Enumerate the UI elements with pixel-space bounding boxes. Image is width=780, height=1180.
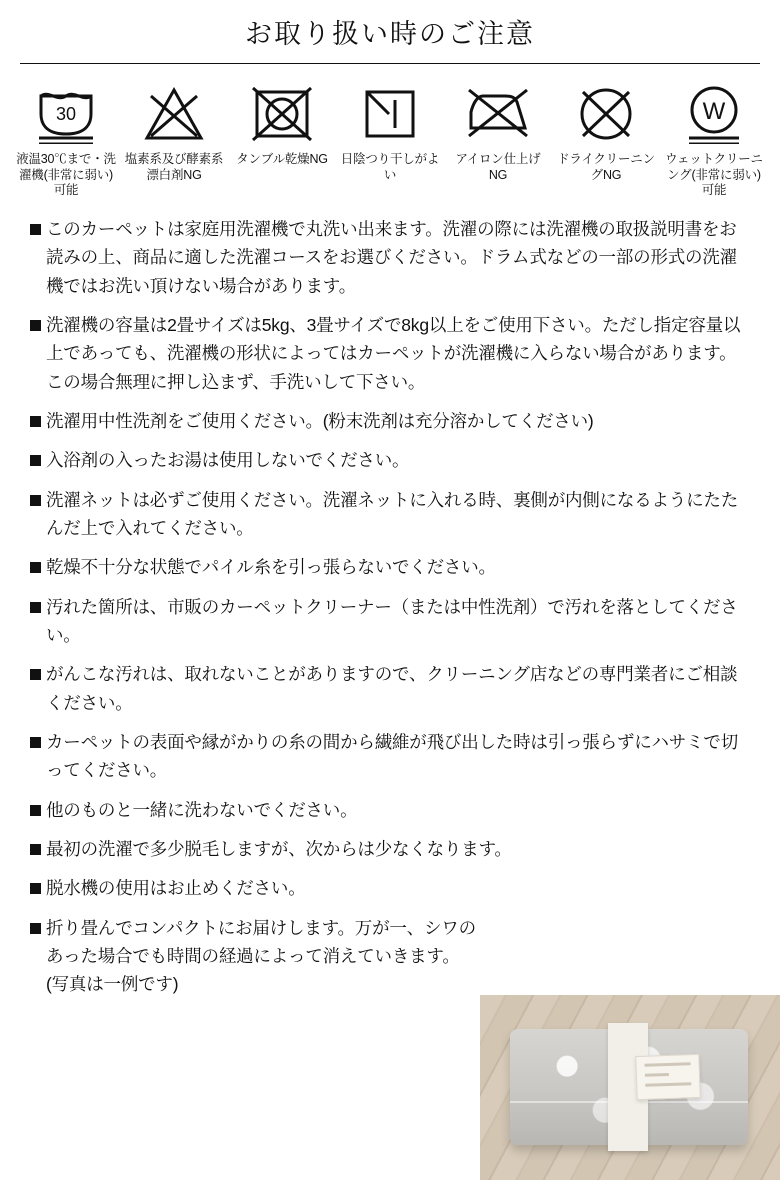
bullet-square-icon [30, 224, 41, 235]
bullet-square-icon [30, 562, 41, 573]
list-item [30, 553, 750, 581]
care-symbol-row [0, 64, 780, 199]
list-item [30, 914, 750, 999]
photo-product-tag [635, 1054, 700, 1100]
note-text: 脱水機の使用はお止めください。 [46, 878, 306, 899]
list-item [30, 660, 750, 717]
folded-carpet-photo [480, 995, 780, 1180]
list-item [30, 407, 750, 435]
care-symbol-shade-line-dry [340, 82, 440, 183]
care-symbol-caption: 塩素系及び酵素系漂白剤NG [124, 152, 224, 182]
bullet-square-icon [30, 495, 41, 506]
note-text: このカーペットは家庭用洗濯機で丸洗い出来ます。洗濯の際には洗濯機の取扱説明書をお読みの上、商品に適した洗濯コースをお選びください。ドラム式などの一部の形式の洗濯機ではお洗い頂けない場合があります。 [46, 218, 737, 296]
note-text: 他のものと一緒に洗わないでください。 [46, 799, 358, 820]
care-symbol-caption: ウェットクリーニング(非常に弱い)可能 [665, 152, 763, 198]
bullet-square-icon [30, 669, 41, 680]
bullet-square-icon [30, 844, 41, 855]
bullet-square-icon [30, 883, 41, 894]
care-symbol-caption: ドライクリーニングNG [557, 152, 655, 182]
note-text: 洗濯用中性洗剤をご使用ください。(粉末洗剤は充分溶かしてください) [46, 410, 594, 431]
page-title: お取り扱い時のご注意 [245, 19, 535, 49]
note-text: カーペットの表面や縁がかりの糸の間から繊維が飛び出した時は引っ張らずにハサミで切ってください。 [46, 732, 738, 781]
bullet-square-icon [30, 602, 41, 613]
tag-line [645, 1062, 691, 1067]
svg-text:30: 30 [55, 104, 77, 124]
list-item [30, 486, 750, 543]
note-text: 洗濯ネットは必ずご使用ください。洗濯ネットに入れる時、裏側が内側になるようにたたんだ上で入れてください。 [46, 489, 738, 538]
bullet-square-icon [30, 416, 41, 427]
note-text: 折り畳んでコンパクトにお届けします。万が一、シワのあった場合でも時間の経過によって消えていきます。(写真は一例です) [46, 917, 476, 995]
tag-line [645, 1073, 669, 1077]
list-item [30, 796, 750, 824]
care-symbol-caption: 液温30℃まで・洗濯機(非常に弱い)可能 [16, 152, 116, 198]
note-text: 入浴剤の入ったお湯は使用しないでください。 [46, 450, 410, 471]
tag-line [645, 1082, 691, 1087]
list-item [30, 728, 750, 785]
care-symbol-wash-tub-30 [16, 82, 116, 199]
bullet-square-icon [30, 320, 41, 331]
care-symbol-caption: 日陰つり干しがよい [340, 152, 440, 182]
no-iron-icon [462, 82, 534, 146]
care-symbol-no-dry-clean [556, 82, 656, 183]
wet-clean-w-icon [678, 82, 750, 146]
bullet-square-icon [30, 805, 41, 816]
note-text: 最初の洗濯で多少脱毛しますが、次からは少なくなります。 [46, 839, 512, 860]
note-text: がんこな汚れは、取れないことがありますので、クリーニング店などの専門業者にご相談ください。 [46, 664, 738, 713]
bullet-square-icon [30, 923, 41, 934]
list-item [30, 874, 750, 902]
list-item [30, 446, 750, 474]
svg-text:W: W [702, 98, 726, 125]
care-symbol-wet-clean-w [664, 82, 764, 199]
note-text: 汚れた箇所は、市販のカーペットクリーナー（または中性洗剤）で汚れを落としてください。 [46, 596, 738, 645]
note-text: 乾燥不十分な状態でパイル糸を引っ張らないでください。 [46, 557, 496, 578]
list-item [30, 835, 750, 863]
list-item [30, 215, 750, 300]
note-text: 洗濯機の容量は2畳サイズは5kg、3畳サイズで8kg以上をご使用下さい。ただし指定容量以上であっても、洗濯機の形状によってはカーペットが洗濯機に入らない場合があります。この場合無理に押し込まず、手洗いして下さい。 [46, 314, 741, 392]
no-dry-clean-icon [570, 82, 642, 146]
care-symbol-no-tumble-dry [232, 82, 332, 168]
no-bleach-triangle-icon [138, 82, 210, 146]
bullet-square-icon [30, 455, 41, 466]
care-symbol-caption: タンブル乾燥NG [236, 152, 328, 166]
care-symbol-caption: アイロン仕上げNG [455, 152, 541, 182]
care-symbol-no-bleach [124, 82, 224, 183]
bullet-square-icon [30, 737, 41, 748]
shade-line-dry-icon [354, 82, 426, 146]
notes-list [0, 199, 780, 999]
no-tumble-dry-icon [246, 82, 318, 146]
care-symbol-no-iron [448, 82, 548, 183]
list-item [30, 593, 750, 650]
list-item [30, 311, 750, 396]
wash-tub-30-icon [30, 82, 102, 146]
